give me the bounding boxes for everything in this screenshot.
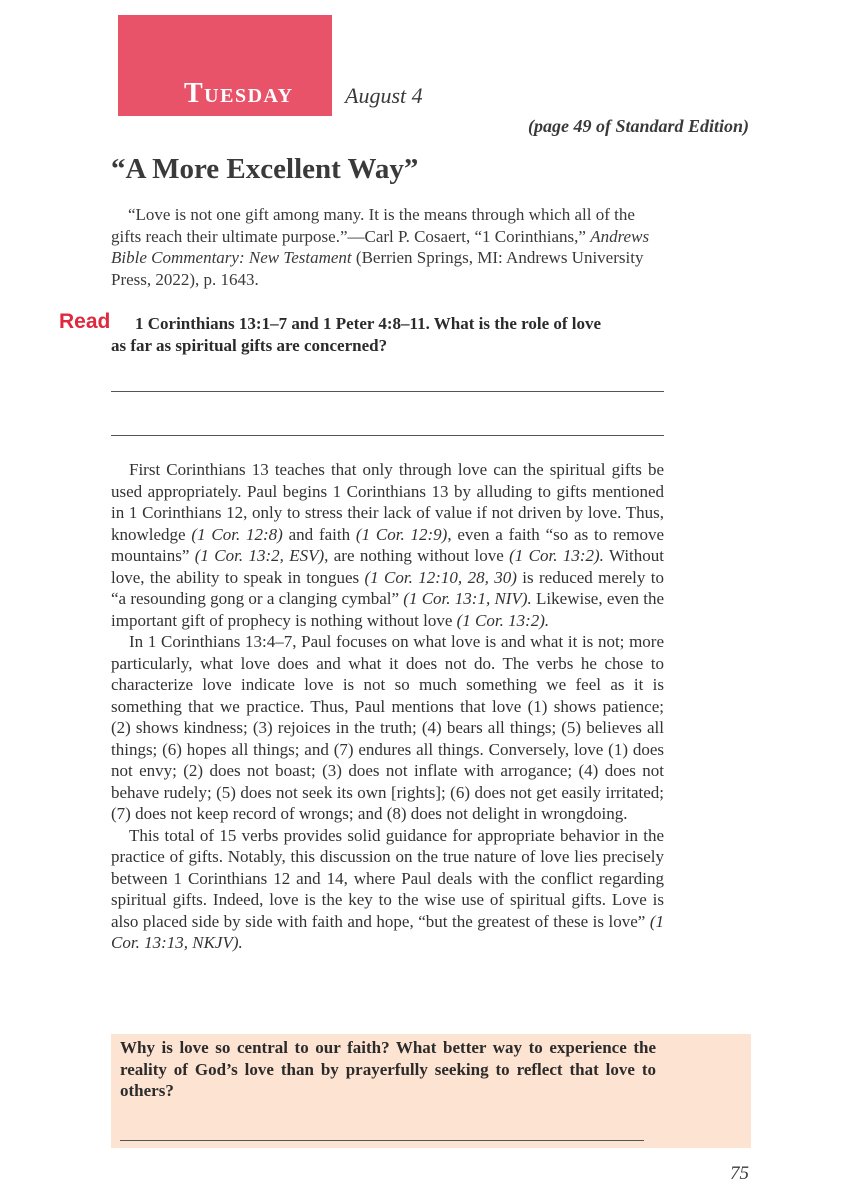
body-text-segment: is reduced merely to “a resounding gong or a clanging cymbal” [111, 567, 664, 608]
body-text-segment: Without love, the ability to speak in tongues [111, 546, 664, 587]
read-question [111, 313, 667, 356]
body-text-segment: , even a faith “so as to remove mountains” [111, 524, 664, 565]
day-label: Tuesday [184, 78, 294, 109]
scripture-reference: (1 Cor. 13:2). [509, 546, 604, 565]
lesson-title: “A More Excellent Way” [111, 153, 419, 185]
body-paragraph-3 [111, 825, 664, 954]
read-question-line2: as far as spiritual gifts are concerned? [111, 335, 388, 355]
quote-source-tail: (Berrien Springs, MI: Andrews University Press, 2022), p. 1643. [111, 248, 644, 289]
quote-text: “Love is not one gift among many. It is the means through which all of the gifts reach their ultimate purpose.”—Carl P. Cosaert, “1 Corinthians,” [111, 205, 635, 246]
body-text-segment: , are nothing without love [324, 546, 510, 565]
scripture-reference: (1 Cor. 12:9) [355, 524, 448, 544]
body-text-segment: and faith [282, 524, 356, 544]
scripture-reference: (1 Cor. 13:2, ESV) [194, 546, 325, 565]
reflection-answer-line[interactable] [120, 1140, 644, 1141]
reflection-question: Why is love so central to our faith? What better way to experience the reality of God’s love than by prayerfully seeking to reflect that love to others? [120, 1038, 656, 1100]
opening-quote [111, 204, 664, 290]
scripture-reference: (1 Cor. 13:1, NIV). [403, 589, 532, 608]
quote-source-title: Andrews Bible Commentary: New Testament [111, 226, 650, 267]
edition-reference: (page 49 of Standard Edition) [527, 116, 749, 136]
scripture-reference: (1 Cor. 13:2). [456, 610, 550, 630]
body-text-segment: First Corinthians 13 teaches that only through love can the spiritual gifts be used appropriately. Paul begins 1 Corinthians 13 by alluding to gifts mentioned in 1 Corinthians 12, only to stress their lack of value if not driven by love. Thus, knowledge [111, 460, 664, 544]
scripture-reference: (1 Cor. 12:8) [191, 524, 283, 544]
answer-line-2[interactable] [111, 435, 664, 436]
scripture-reference: (1 Cor. 12:10, 28, 30) [364, 567, 517, 587]
body-text-segment: Likewise, even the important gift of prophecy is nothing without love [111, 589, 664, 630]
read-label: Read [59, 310, 111, 333]
page-number: 75 [730, 1163, 749, 1184]
body-paragraph-1 [111, 459, 664, 631]
lesson-body [111, 459, 664, 954]
body-paragraph-3-text: This total of 15 verbs provides solid guidance for appropriate behavior in the practice of gifts. Notably, this discussion on the true nature of love lies precisely between 1 Corinthians 12 and 14, where Paul deals with the conflict regarding spiritual gifts. Indeed, love is the key to the wise use of spiritual gifts. Love is also placed side by side with faith and hope, “but the greatest of these is love” [111, 825, 664, 931]
scripture-reference: (1 Cor. 13:13, NKJV). [111, 911, 664, 952]
body-paragraph-2: In 1 Corinthians 13:4–7, Paul focuses on what love is and what it is not; more particularly, what love does and what it does not do. The verbs he chose to characterize love indicate love is not so much something we feel as it is something that we practice. Thus, Paul mentions that love (1) shows patience; (2) shows kindness; (3) rejoices in the truth; (4) bears all things; (5) believes all things; (6) hopes all things; and (7) endures all things. Conversely, love (1) does not envy; (2) does not boast; (3) does not inflate with arrogance; (4) does not behave rudely; (5) does not seek its own [rights]; (6) does not get easily irritated; (7) does not keep record of wrongs; and (8) does not delight in wrongdoing. [111, 632, 664, 823]
read-question-line1: 1 Corinthians 13:1–7 and 1 Peter 4:8–11. What is the role of love [135, 314, 602, 333]
answer-line-1[interactable] [111, 391, 664, 392]
lesson-date: August 4 [345, 83, 423, 108]
